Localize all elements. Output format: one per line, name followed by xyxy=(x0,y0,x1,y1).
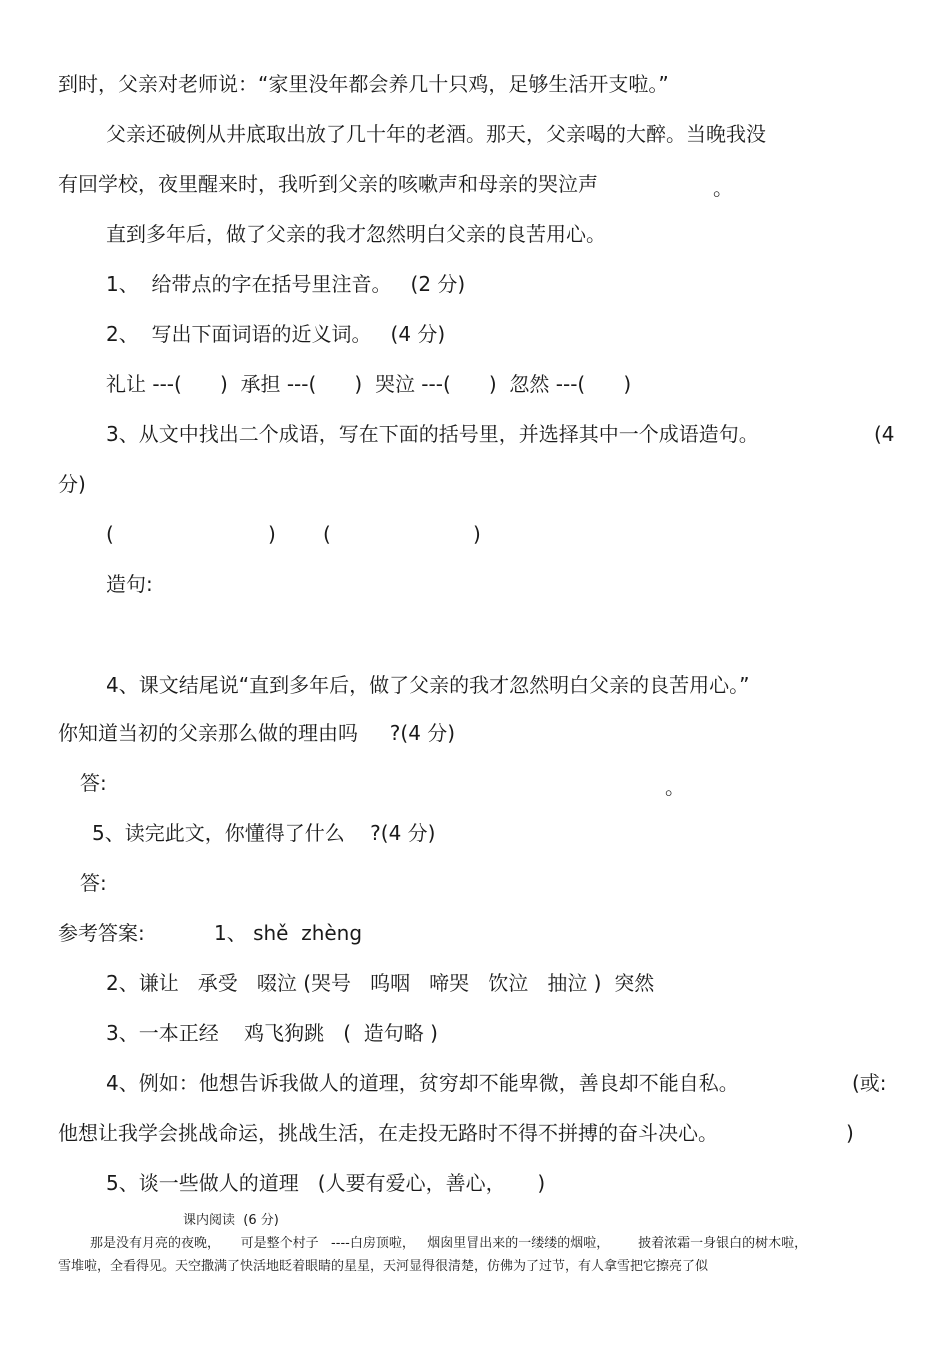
reference-answer-4-alt-close: ) xyxy=(846,1121,854,1145)
paragraph-line: 有回学校，夜里醒来时，我听到父亲的咳嗽声和母亲的哭泣声 xyxy=(58,172,598,196)
question-4-continued: 你知道当初的父亲那么做的理由吗 ?(4 分) xyxy=(58,721,456,745)
reference-answers-label: 参考答案: xyxy=(58,921,145,945)
paragraph-line: 父亲还破例从井底取出放了几十年的老酒。那天，父亲喝的大醉。当晚我没 xyxy=(106,122,766,146)
sentence-end-mark: 。 xyxy=(713,176,733,200)
idiom-blank-2-open: ( xyxy=(323,522,331,546)
reference-answer-4: 4、例如：他想告诉我做人的道理，贫穷却不能卑微，善良却不能自私。 xyxy=(106,1071,739,1095)
answer-end-mark: 。 xyxy=(665,775,685,799)
question-3-score-unit: 分) xyxy=(58,472,86,496)
idiom-blank-2-close: ) xyxy=(473,522,481,546)
question-2-words: 礼让 ---( ) 承担 ---( ) 哭泣 ---( ) 忽然 ---( ) xyxy=(106,372,632,396)
paragraph-line: 到时，父亲对老师说：“家里没年都会养几十只鸡，足够生活开支啦。” xyxy=(58,72,669,96)
sentence-making-label: 造句: xyxy=(106,572,153,596)
idiom-blank-1-open: ( xyxy=(106,522,114,546)
paragraph-line: 直到多年后，做了父亲的我才忽然明白父亲的良苦用心。 xyxy=(106,222,606,246)
reference-answer-1: 1、 shě zhèng xyxy=(214,921,363,945)
section-title: 课内阅读 (6 分) xyxy=(183,1213,279,1228)
reference-answer-4-alt: 他想让我学会挑战命运，挑战生活，在走投无路时不得不拼搏的奋斗决心。 xyxy=(58,1121,718,1145)
reading-passage-line: 那是没有月亮的夜晚， 可是整个村子 ----白房顶啦， 烟囱里冒出来的一缕缕的烟啦， 披着浓霜一身银白的树木啦， xyxy=(90,1236,808,1251)
answer-label: 答: xyxy=(80,771,107,795)
question-5: 5、读完此文，你懂得了什么 ?(4 分) xyxy=(92,821,436,845)
reading-passage-line: 雪堆啦，全看得见。天空撒满了快活地眨着眼睛的星星，天河显得很清楚，仿佛为了过节，有人拿雪把它擦亮了似 xyxy=(58,1259,709,1274)
question-3-score: (4 xyxy=(874,422,895,446)
question-4: 4、课文结尾说“直到多年后，做了父亲的我才忽然明白父亲的良苦用心。” xyxy=(106,673,750,697)
reference-answer-4-alt-open: (或: xyxy=(852,1071,887,1095)
reference-answer-5: 5、谈一些做人的道理 (人要有爱心，善心， ) xyxy=(106,1171,546,1195)
idiom-blank-1-close: ) xyxy=(268,522,276,546)
question-3: 3、从文中找出二个成语，写在下面的括号里，并选择其中一个成语造句。 xyxy=(106,422,759,446)
question-1: 1、 给带点的字在括号里注音。 (2 分) xyxy=(106,272,466,296)
question-2: 2、 写出下面词语的近义词。 (4 分) xyxy=(106,322,446,346)
reference-answer-2: 2、谦让 承受 啜泣 (哭号 呜咽 啼哭 饮泣 抽泣 ) 突然 xyxy=(106,971,655,995)
answer-label: 答: xyxy=(80,871,107,895)
reference-answer-3: 3、一本正经 鸡飞狗跳 ( 造句略 ) xyxy=(106,1021,438,1045)
